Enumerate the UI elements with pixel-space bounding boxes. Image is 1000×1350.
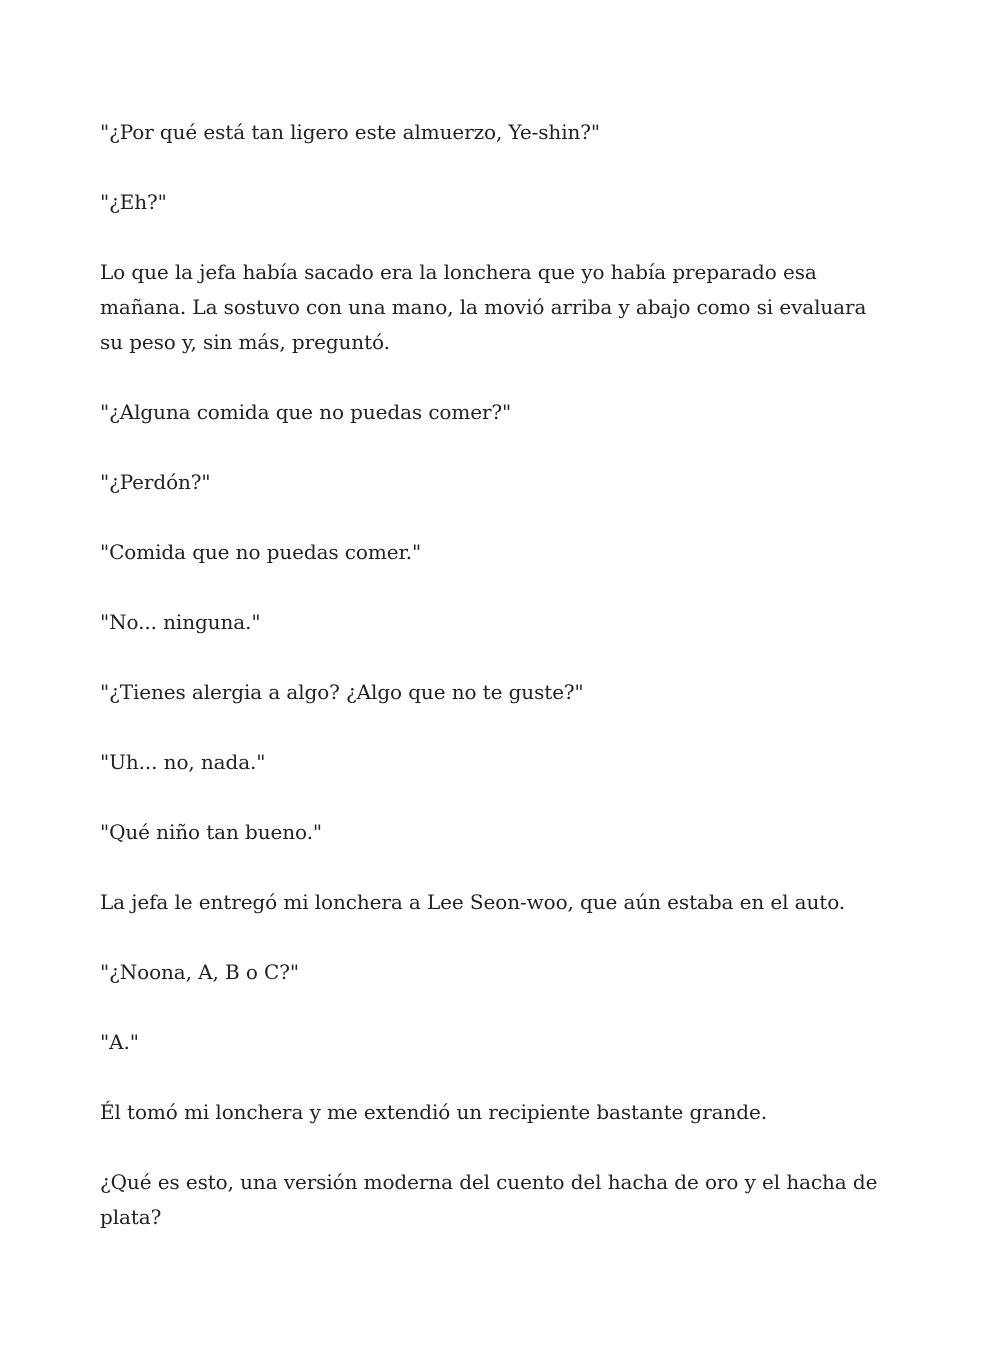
paragraph-9: "Uh... no, nada." [100,750,266,774]
paragraph-1: "¿Por qué está tan ligero este almuerzo, Ye-shin?" [100,120,601,144]
paragraph-15: ¿Qué es esto, una versión moderna del cuento del hacha de oro y el hacha de plata? [100,1170,878,1229]
paragraph-5: "¿Perdón?" [100,470,211,494]
paragraph-4: "¿Alguna comida que no puedas comer?" [100,400,512,424]
paragraph-3: Lo que la jefa había sacado era la lonchera que yo había preparado esa mañana. La sostuvo con una mano, la movió arriba y abajo como si evaluara su peso y, sin más, preguntó. [100,260,867,354]
paragraph-13: "A." [100,1030,139,1054]
paragraph-8: "¿Tienes alergia a algo? ¿Algo que no te guste?" [100,680,584,704]
paragraph-10: "Qué niño tan bueno." [100,820,322,844]
paragraph-14: Él tomó mi lonchera y me extendió un recipiente bastante grande. [100,1100,767,1124]
paragraph-11: La jefa le entregó mi lonchera a Lee Seon-woo, que aún estaba en el auto. [100,890,846,914]
paragraph-2: "¿Eh?" [100,190,167,214]
document-body [100,115,890,1270]
paragraph-7: "No... ninguna." [100,610,261,634]
paragraph-6: "Comida que no puedas comer." [100,540,422,564]
paragraph-12: "¿Noona, A, B o C?" [100,960,299,984]
